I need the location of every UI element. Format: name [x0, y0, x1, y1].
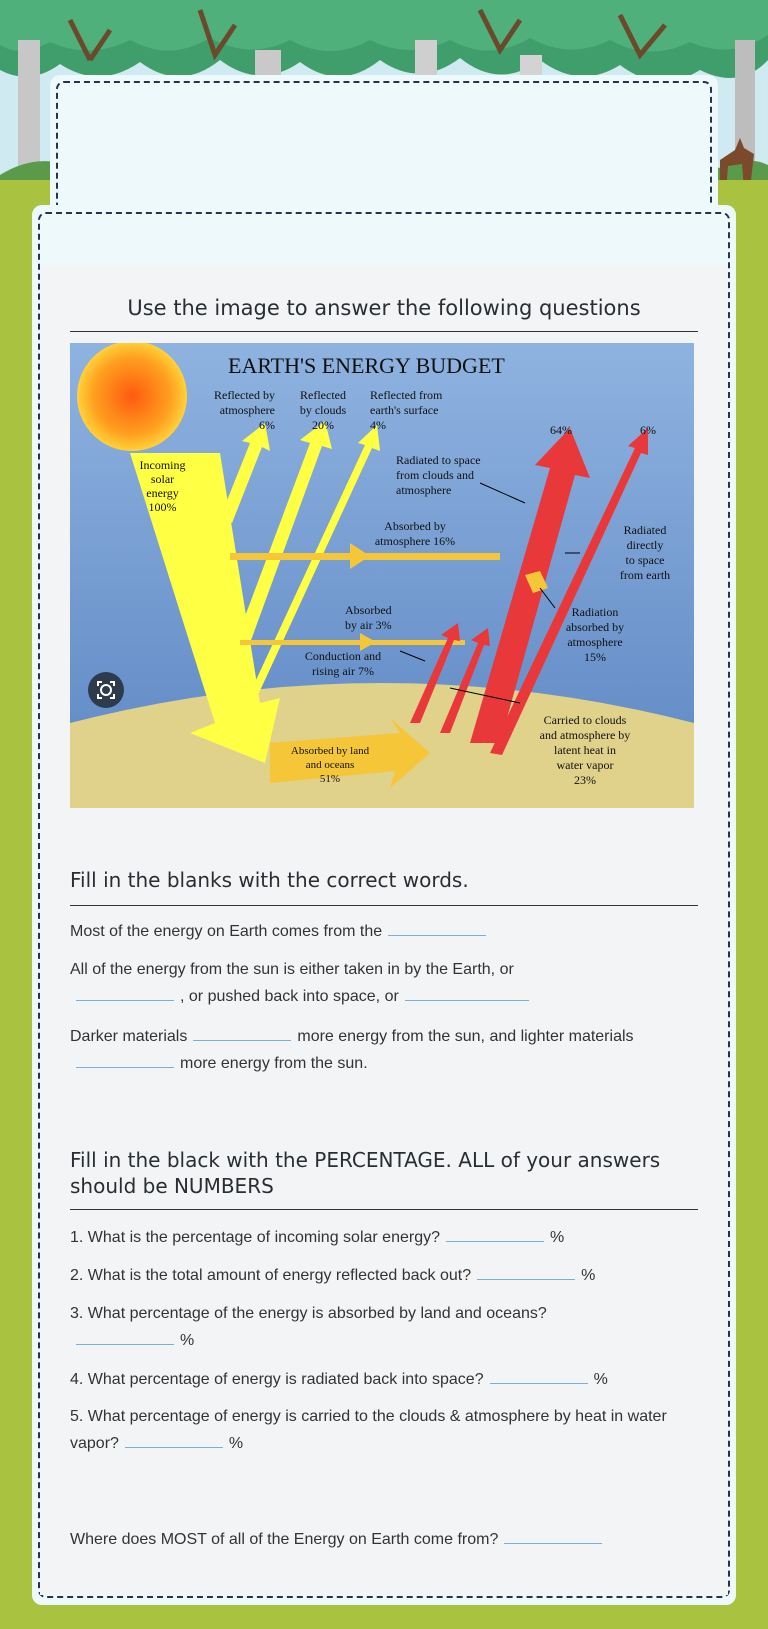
- label-64: 64%: [550, 423, 572, 437]
- last-answer-blank[interactable]: [504, 1527, 602, 1544]
- label-conduction: Conduction and rising air 7%: [304, 649, 382, 678]
- diagram-title: EARTH'S ENERGY BUDGET: [228, 353, 505, 378]
- fill-section-title: Fill in the blanks with the correct words.: [70, 868, 469, 892]
- last-question: Where does MOST of all of the Energy on Earth come from?: [70, 1527, 698, 1550]
- answer-blank-4[interactable]: [193, 1024, 291, 1041]
- label-carried-clouds: Carried to clouds and atmosphere by latent heat in water vapor 23%: [539, 713, 631, 787]
- lens-icon: [88, 672, 124, 708]
- label-absorbed-atmosphere: Absorbed by atmosphere 16%: [374, 519, 456, 548]
- percent-question-1: 1. What is the percentage of incoming solar energy? %: [70, 1225, 698, 1248]
- percent-section-title: Fill in the black with the PERCENTAGE. ALL of your answers should be NUMBERS: [70, 1148, 661, 1198]
- fill-question-2: All of the energy from the sun is either taken in by the Earth, or , or pushed back into space, or: [70, 956, 698, 1010]
- header-dashed-border: [56, 81, 712, 225]
- answer-blank-5[interactable]: [76, 1051, 174, 1068]
- percent-blank-1[interactable]: [446, 1225, 544, 1242]
- label-reflected-clouds: Reflected by clouds 20%: [299, 388, 347, 432]
- label-absorbed-air: Absorbed by air 3%: [345, 603, 392, 632]
- label-6: 6%: [640, 423, 656, 437]
- fill-question-3: Darker materials more energy from the sun, and lighter materialsmore energy from the sun.: [70, 1023, 698, 1077]
- answer-blank-3[interactable]: [405, 984, 529, 1001]
- label-absorbed-land: Absorbed by land and oceans 51%: [290, 745, 370, 785]
- percent-question-2: 2. What is the total amount of energy reflected back out? %: [70, 1263, 698, 1286]
- label-radiated-directly: Radiated directly to space from earth: [619, 523, 671, 582]
- fill-rule: [70, 905, 698, 906]
- percent-rule: [70, 1209, 698, 1210]
- label-incoming: Incoming solar energy 100%: [139, 458, 186, 514]
- percent-blank-3[interactable]: [76, 1328, 174, 1345]
- label-radiated-clouds: Radiated to space from clouds and atmosphere: [396, 453, 481, 497]
- percent-blank-4[interactable]: [490, 1367, 588, 1384]
- percent-question-4: 4. What percentage of energy is radiated back into space? %: [70, 1367, 698, 1390]
- answer-blank-1[interactable]: [388, 919, 486, 936]
- percent-blank-5[interactable]: [125, 1431, 223, 1448]
- zoom-lens-button[interactable]: [88, 672, 124, 708]
- worksheet-header-card: [50, 75, 718, 225]
- label-reflected-surface: Reflected from earth's surface 4%: [370, 388, 443, 432]
- diagram-labels: [70, 343, 694, 808]
- image-section-title: Use the image to answer the following questions: [127, 296, 641, 320]
- fill-question-1: Most of the energy on Earth comes from the: [70, 919, 698, 942]
- title-rule: [70, 331, 698, 332]
- label-radiation-absorbed: Radiation absorbed by atmosphere 15%: [565, 605, 625, 664]
- label-reflected-atmosphere: Reflected by atmosphere 6%: [214, 388, 275, 432]
- percent-blank-2[interactable]: [477, 1263, 575, 1280]
- answer-blank-2[interactable]: [76, 984, 174, 1001]
- percent-question-3: 3. What percentage of the energy is absorbed by land and oceans? %: [70, 1305, 547, 1349]
- percent-question-5: 5. What percentage of energy is carried to the clouds & atmosphere by heat in water vapor? %: [70, 1408, 667, 1452]
